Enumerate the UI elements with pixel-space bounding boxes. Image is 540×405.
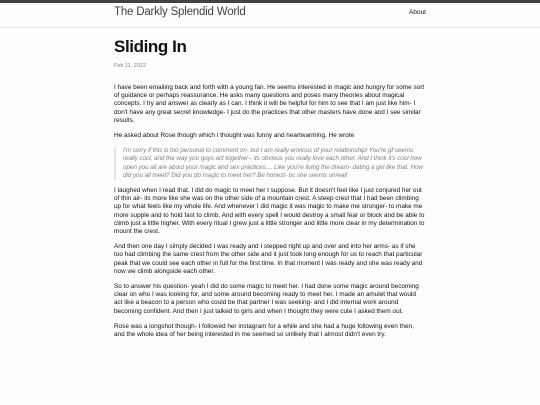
site-header xyxy=(0,3,540,28)
site-title-link[interactable]: The Darkly Splendid World xyxy=(114,6,246,18)
nav-link-about[interactable]: About xyxy=(409,9,426,16)
post-title: Sliding In xyxy=(114,37,187,56)
post-paragraph: So to answer his question- yeah I did do some magic to meet her. I had done some magic around becoming clear on who I was looking for, and some around becoming ready to meet her. I made an amulet that would act like a beacon to a person who could be that partner I was seeking- and I did internal work around becoming confident. And then I just talked to girls and when I thought they were cute I asked them out. xyxy=(114,283,419,315)
post-blockquote: I'm sorry if this is too personal to comment on- but I am really envious of your relationship! You're gf seems really cool, and the way you guys act together-- its obvious you really love each other. And I think it's cool how open you all are about your magic and sex practices.... Like you're living the dream- dating a girl like that. How did you all meet? Did you do magic to meet her? Be honest- bc she seems unreal! xyxy=(114,147,425,180)
post-paragraph: I have been emailing back and forth with a young fan. He seems interested in magic and hungry for some sort of guidance or perhaps reassurance. He asks many questions and poses many theories about magical concepts. I try and answer as clearly as I can. I think it will be helpful for him to see that I am just like him- I don't have any great secret knowledge- I just do the practices that other masters have done and I see similar results. xyxy=(114,84,425,124)
post-paragraph: I laughed when I read that. I did do magic to meet her I suppose. But it doesn't feel like I just conjured her out of thin air- its more like she was on the other side of a mountain crest. A steep crest that I had been climbing up for what feels like my whole life. And whenever I did magic it was magic to make me stronger- to make me more supple and to hold fast to climb. And with every spell I would destroy a small fear or block and be able to climb just a little higher. With every ritual I grew just a little stronger and little more clear in my determination to mount the crest. xyxy=(114,187,425,236)
post-paragraph: And then one day I simply decided I was ready and I stepped right up and over and into her arms- as if she too had climbing the same crest from the other side and it just took long enough for us to reach that particular peak that we could see each other in full for the first time. In that moment I was ready and she was ready and now we climb alongside each other. xyxy=(114,243,423,275)
post-date: Feb 11, 2022 xyxy=(114,63,147,69)
post-paragraph: He asked about Rose though which I thought was funny and heartwarming. He wrote xyxy=(114,132,355,140)
post-content xyxy=(114,84,425,346)
post-paragraph: Rose was a longshot though- I followed her instagram for a while and she had a huge following even then, and the whole idea of her being interested in me seemed so unlikely that I almost didn't even try. xyxy=(114,322,414,339)
